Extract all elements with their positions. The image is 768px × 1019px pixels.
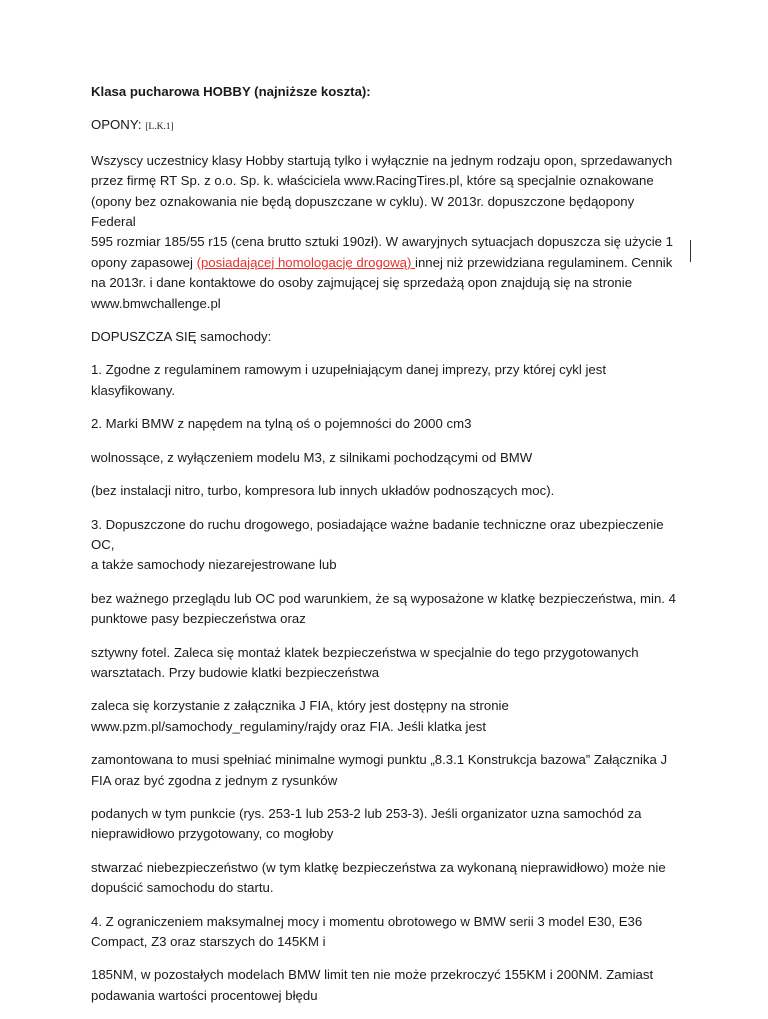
allowed-cars-heading: DOPUSZCZA SIĘ samochody:: [91, 329, 272, 345]
paragraph-1: 1. Zgodne z regulaminem ramowym i uzupełniającym danej imprezy, przy której cykl jest klasyfikowany.: [91, 362, 606, 398]
paragraph-13: 185NM, w pozostałych modelach BMW limit ten nie może przekroczyć 155KM i 200NM. Zamiast podawania wartości procentowej błędu: [91, 967, 654, 1003]
tracked-change-insertion[interactable]: (posiadającej homologację drogową): [196, 254, 416, 270]
paragraph-4: (bez instalacji nitro, turbo, kompresora lub innych układów podnoszących moc).: [91, 483, 555, 499]
comment-reference[interactable]: [L.K.1]: [145, 122, 174, 133]
tires-paragraph: [91, 151, 681, 314]
tires-label: OPONY:: [91, 117, 146, 133]
change-bar-marker: [690, 240, 691, 262]
paragraph-7: sztywny fotel. Zaleca się montaż klatek bezpieczeństwa w specjalnie do tego przygotowanych warsztatach. Przy budowie klatki bezpieczeństwa: [91, 644, 639, 680]
paragraph-5: 3. Dopuszczone do ruchu drogowego, posiadające ważne badanie techniczne oraz ubezpieczenie OC, a także samochody niezarejestrowane lub: [91, 516, 664, 573]
paragraph-3: wolnossące, z wyłączeniem modelu M3, z silnikami pochodzącymi od BMW: [91, 449, 533, 465]
paragraph-9: zamontowana to musi spełniać minimalne wymogi punktu „8.3.1 Konstrukcja bazowa” Załącznika J FIA oraz być zgodna z jednym z rysunków: [91, 752, 668, 788]
tires-text-before: Wszyscy uczestnicy klasy Hobby startują tylko i wyłącznie na jednym rodzaju opon, sprzedawanych przez firmę RT Sp. z o.o. Sp. k. właściciela www.RacingTires.pl, które są specjalnie oznakowane (opony bez oznakowania nie będą dopuszczane w cyklu). W 2013r. dopuszczone będąopony Federal 595 rozmiar 185/55 r15 (cena brutto sztuki 190zł). W awaryjnych sytuacjach dopuszcza się użycie 1 opony zapasowej: [91, 152, 673, 270]
paragraph-2: 2. Marki BMW z napędem na tylną oś o pojemności do 2000 cm3: [91, 416, 472, 432]
document-title: Klasa pucharowa HOBBY (najniższe koszta):: [91, 84, 371, 99]
document-page: [91, 82, 681, 1019]
tires-heading: [91, 115, 681, 137]
paragraph-12: 4. Z ograniczeniem maksymalnej mocy i momentu obrotowego w BMW serii 3 model E30, E36 Compact, Z3 oraz starszych do 145KM i: [91, 913, 643, 949]
paragraph-10: podanych w tym punkcie (rys. 253-1 lub 253-2 lub 253-3). Jeśli organizator uzna samochód za nieprawidłowo przygotowany, co mogłoby: [91, 805, 642, 842]
paragraph-6: bez ważnego przeglądu lub OC pod warunkiem, że są wyposażone w klatkę bezpieczeństwa, min. 4 punktowe pasy bezpieczeństwa oraz: [91, 590, 676, 627]
paragraph-11: stwarzać niebezpieczeństwo (w tym klatkę bezpieczeństwa za wykonaną nieprawidłowo) może nie dopuścić samochodu do startu.: [91, 859, 666, 896]
tires-text-after: innej niż przewidziana regulaminem. Cennik na 2013r. i dane kontaktowe do osoby zajmującej się sprzedażą opon znajdują się na stronie www.bmwchallenge.pl: [91, 254, 673, 311]
paragraph-8: zaleca się korzystanie z załącznika J FIA, który jest dostępny na stronie www.pzm.pl/samochody_regulaminy/rajdy oraz FIA. Jeśli klatka jest: [91, 698, 509, 734]
